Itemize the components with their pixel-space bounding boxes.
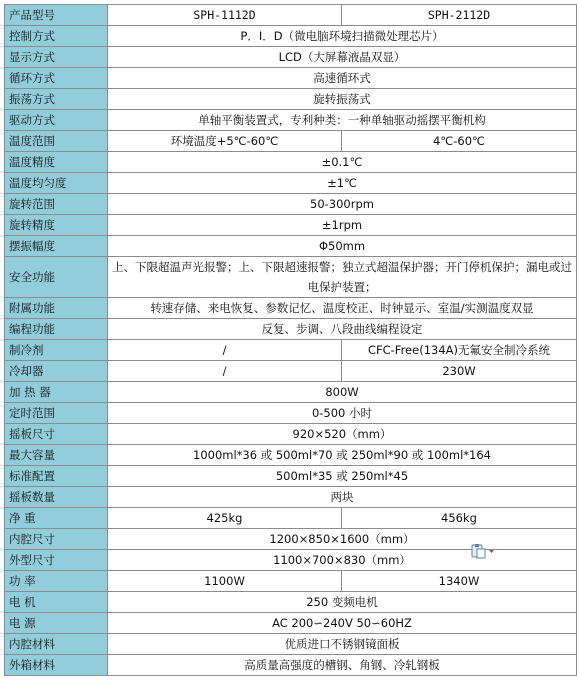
spec-row: [5, 236, 577, 257]
spec-label: 外型尺寸: [5, 550, 108, 571]
spec-label: 内腔材料: [5, 634, 108, 655]
spec-value-2112d: 1340W: [342, 571, 577, 592]
spec-value: ±0.1℃: [108, 152, 577, 173]
spec-label: 振荡方式: [5, 89, 108, 110]
spec-value: 两块: [108, 487, 577, 508]
spec-label: 温度范围: [5, 131, 108, 152]
spec-row: [5, 68, 577, 89]
paste-options-icon[interactable]: [470, 543, 496, 559]
spec-value: 单轴平衡装置式，专利种类：一种单轴驱动摇摆平衡机构: [108, 110, 577, 131]
spec-label: 编程功能: [5, 319, 108, 340]
spec-row: [5, 655, 577, 676]
spec-table-body: [5, 5, 577, 676]
spec-value-2112d: 4℃-60℃: [342, 131, 577, 152]
header-row: [5, 5, 577, 26]
spec-label: 加 热 器: [5, 382, 108, 403]
spec-label: 功 率: [5, 571, 108, 592]
spec-value: Φ50mm: [108, 236, 577, 257]
spec-label: 摇板数量: [5, 487, 108, 508]
spec-label: 温度均匀度: [5, 173, 108, 194]
spec-row: [5, 89, 577, 110]
spec-row: [5, 613, 577, 634]
spec-label: 摆振幅度: [5, 236, 108, 257]
spec-row: [5, 47, 577, 68]
spec-row: [5, 445, 577, 466]
spec-value-1112d: 1100W: [108, 571, 342, 592]
spec-label: 驱动方式: [5, 110, 108, 131]
spec-label: 外箱材料: [5, 655, 108, 676]
header-label: 产品型号: [5, 5, 108, 26]
spec-row: [5, 215, 577, 236]
spec-row: [5, 26, 577, 47]
spec-value: 高质量高强度的槽钢、角钢、冷轧钢板: [108, 655, 577, 676]
spec-row: [5, 173, 577, 194]
spec-label: 旋转范围: [5, 194, 108, 215]
model-1112d: SPH-1112D: [108, 5, 342, 26]
spec-row: [5, 361, 577, 382]
spec-label: 最大容量: [5, 445, 108, 466]
spec-value: AC 200∽240V 50∽60HZ: [108, 613, 577, 634]
spec-value: 转速存储、来电恢复、参数记忆、温度校正、时钟显示、室温/实测温度双显: [108, 298, 577, 319]
spec-label: 制冷剂: [5, 340, 108, 361]
spec-label: 旋转精度: [5, 215, 108, 236]
spec-label: 摇板尺寸: [5, 424, 108, 445]
spec-row: [5, 319, 577, 340]
spec-value: P．I．D（微电脑环境扫描微处理芯片）: [108, 26, 577, 47]
spec-label: 净 重: [5, 508, 108, 529]
spec-label: 冷却器: [5, 361, 108, 382]
spec-row: [5, 487, 577, 508]
spec-row: [5, 131, 577, 152]
spec-row: [5, 571, 577, 592]
spec-value: ±1rpm: [108, 215, 577, 236]
spec-row: [5, 508, 577, 529]
spec-value-2112d: 230W: [342, 361, 577, 382]
spec-value: 上、下限超温声光报警；上、下限超速报警；独立式超温保护器；开门停机保护；漏电或过电保护装置；: [108, 257, 577, 298]
spec-value-2112d: CFC-Free(134A)无氟安全制冷系统: [342, 340, 577, 361]
model-2112d: SPH-2112D: [342, 5, 577, 26]
spec-value-1112d: 425kg: [108, 508, 342, 529]
spec-value: 800W: [108, 382, 577, 403]
spec-table: [4, 4, 577, 676]
spec-label: 控制方式: [5, 26, 108, 47]
spec-row: [5, 340, 577, 361]
spec-label: 温度精度: [5, 152, 108, 173]
spec-value: 旋转振荡式: [108, 89, 577, 110]
spec-label: 循环方式: [5, 68, 108, 89]
spec-value: 1000ml*36 或 500ml*70 或 250ml*90 或 100ml*164: [108, 445, 577, 466]
spec-label: 安全功能: [5, 257, 108, 298]
spec-label: 内腔尺寸: [5, 529, 108, 550]
spec-value: 250 变频电机: [108, 592, 577, 613]
spec-value-1112d: /: [108, 340, 342, 361]
spec-value: 920×520（mm）: [108, 424, 577, 445]
spec-value-1112d: /: [108, 361, 342, 382]
spec-value: 500ml*35 或 250ml*45: [108, 466, 577, 487]
spec-label: 显示方式: [5, 47, 108, 68]
spec-row: [5, 298, 577, 319]
spec-label: 定时范围: [5, 403, 108, 424]
spec-value-1112d: 环境温度+5℃-60℃: [108, 131, 342, 152]
spec-row: [5, 634, 577, 655]
spec-label: 电 机: [5, 592, 108, 613]
spec-row: [5, 592, 577, 613]
spec-label: 附属功能: [5, 298, 108, 319]
spec-row: [5, 403, 577, 424]
spec-row: [5, 152, 577, 173]
spec-row: [5, 194, 577, 215]
spec-value: 高速循环式: [108, 68, 577, 89]
spec-value: 1200×850×1600（mm）: [108, 529, 577, 550]
spec-value: 0-500 小时: [108, 403, 577, 424]
spec-row: [5, 257, 577, 298]
spec-row: [5, 382, 577, 403]
spec-row: [5, 110, 577, 131]
spec-value: 反复、步调、八段曲线编程设定: [108, 319, 577, 340]
spec-row: [5, 466, 577, 487]
spec-value: 50-300rpm: [108, 194, 577, 215]
spec-value-2112d: 456kg: [342, 508, 577, 529]
spec-label: 标准配置: [5, 466, 108, 487]
spec-value: 优质进口不锈钢镜面板: [108, 634, 577, 655]
spec-row: [5, 424, 577, 445]
spec-value: 1100×700×830（mm）: [108, 550, 577, 571]
spec-label: 电 源: [5, 613, 108, 634]
spec-value: ±1℃: [108, 173, 577, 194]
spec-value: LCD（大屏幕液晶双显）: [108, 47, 577, 68]
